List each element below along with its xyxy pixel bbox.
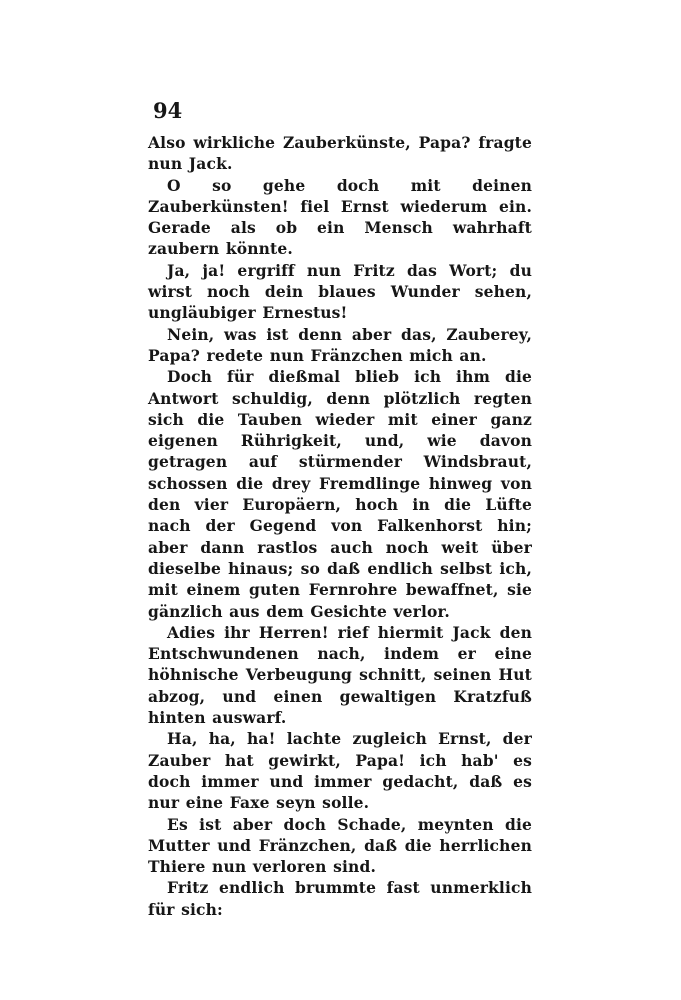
paragraph-9: Fritz endlich brummte fast unmerklich für sich: xyxy=(148,878,532,919)
paragraph-5: Doch für dießmal blieb ich ihm die Antwort schuldig, denn plötzlich regten sich die Tauben wieder mit einer ganz eigenen Rührigkeit, und, wie davon getragen auf stürmender Windsbraut, schossen die drey Fremdlinge hinweg von den vier Europäern, hoch in die Lüfte nach der Gegend von Falkenhorst hin; aber dann rastlos auch noch weit über dieselbe hinaus; so daß endlich selbst ich, mit einem guten Fernrohre bewaffnet, sie gänzlich aus dem Gesichte verlor. xyxy=(148,367,532,621)
paragraph-6: Adies ihr Herren! rief hiermit Jack den Entschwundenen nach, indem er eine höhnische Verbeugung schnitt, seinen Hut abzog, und einen gewaltigen Kratzfuß hinten auswarf. xyxy=(148,622,532,728)
page-number: 94 xyxy=(153,98,183,123)
paragraph-3: Ja, ja! ergriff nun Fritz das Wort; du wirst noch dein blaues Wunder sehen, ungläubiger Ernestus! xyxy=(148,260,532,323)
paragraph-1: Also wirkliche Zauberkünste, Papa? fragte nun Jack. xyxy=(148,133,532,174)
body-text xyxy=(148,132,532,920)
paragraph-4: Nein, was ist denn aber das, Zauberey, Papa? redete nun Fränzchen mich an. xyxy=(148,324,532,365)
paragraph-8: Es ist aber doch Schade, meynten die Mutter und Fränzchen, daß die herrlichen Thiere nun verloren sind. xyxy=(148,814,532,877)
paragraph-7: Ha, ha, ha! lachte zugleich Ernst, der Zauber hat gewirkt, Papa! ich hab' es doch immer und immer gedacht, daß es nur eine Faxe seyn solle. xyxy=(148,729,532,813)
paragraph-2: O so gehe doch mit deinen Zauberkünsten! fiel Ernst wiederum ein. Gerade als ob ein Mensch wahrhaft zaubern könnte. xyxy=(148,175,532,259)
